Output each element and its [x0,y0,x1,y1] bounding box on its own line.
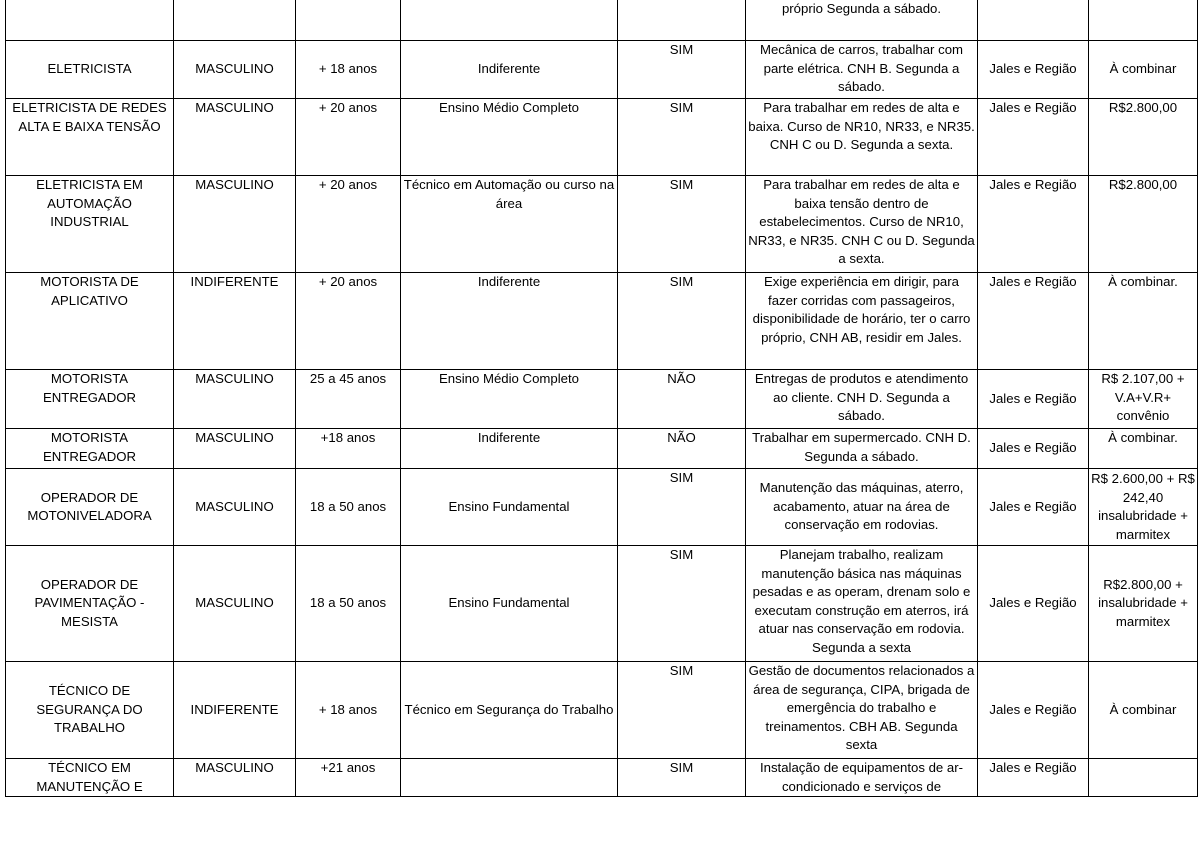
salary-cell: R$2.800,00 [1089,99,1198,176]
experience-cell: SIM [618,469,746,546]
salary-cell: R$2.800,00 + insalubridade + marmitex [1089,546,1198,662]
gender-cell: MASCULINO [174,429,296,469]
age-cell: +21 anos [296,759,401,797]
description-cell: Instalação de equipamentos de ar-condicionado e serviços de [746,759,978,797]
salary-cell [1089,759,1198,797]
experience-cell: NÃO [618,370,746,429]
job-title-cell: MOTORISTA ENTREGADOR [6,429,174,469]
job-title-cell: TÉCNICO DE SEGURANÇA DO TRABALHO [6,662,174,759]
education-cell: Técnico em Automação ou curso na área [401,176,618,273]
experience-cell: SIM [618,99,746,176]
description-cell: Para trabalhar em redes de alta e baixa. Curso de NR10, NR33, e NR35. CNH C ou D. Segunda a sexta. [746,99,978,176]
experience-cell: SIM [618,546,746,662]
location-cell: Jales e Região [978,759,1089,797]
salary-cell: À combinar [1089,662,1198,759]
job-title-cell: ELETRICISTA [6,41,174,99]
job-title-cell: MOTORISTA DE APLICATIVO [6,273,174,370]
job-title-cell: ELETRICISTA DE REDES ALTA E BAIXA TENSÃO [6,99,174,176]
gender-cell: MASCULINO [174,370,296,429]
table-row [6,429,1198,469]
location-cell: Jales e Região [978,546,1089,662]
description-cell: Manutenção das máquinas, aterro, acabamento, atuar na área de conservação em rodovias. [746,469,978,546]
education-cell: Técnico em Segurança do Trabalho [401,662,618,759]
description-cell: Para trabalhar em redes de alta e baixa tensão dentro de estabelecimentos. Curso de NR10, NR33, e NR35. CNH C ou D. Segunda a sexta. [746,176,978,273]
age-cell: 18 a 50 anos [296,546,401,662]
salary-cell: À combinar. [1089,273,1198,370]
job-title-cell: ELETRICISTA EM AUTOMAÇÃO INDUSTRIAL [6,176,174,273]
salary-cell [1089,0,1198,41]
table-row [6,546,1198,662]
location-cell: Jales e Região [978,99,1089,176]
location-cell: Jales e Região [978,176,1089,273]
job-openings-table [5,0,1198,797]
location-cell: Jales e Região [978,662,1089,759]
education-cell [401,0,618,41]
education-cell: Indiferente [401,429,618,469]
salary-cell: À combinar. [1089,429,1198,469]
experience-cell: SIM [618,759,746,797]
table-row [6,99,1198,176]
table-row [6,662,1198,759]
description-cell: Exige experiência em dirigir, para fazer corridas com passageiros, disponibilidade de horário, ter o carro próprio, CNH AB, residir em Jales. [746,273,978,370]
table-row [6,176,1198,273]
gender-cell: INDIFERENTE [174,273,296,370]
location-cell: Jales e Região [978,429,1089,469]
education-cell: Indiferente [401,41,618,99]
age-cell: + 18 anos [296,41,401,99]
education-cell: Ensino Médio Completo [401,370,618,429]
experience-cell: SIM [618,273,746,370]
age-cell: 18 a 50 anos [296,469,401,546]
salary-cell: R$ 2.600,00 + R$ 242,40 insalubridade + marmitex [1089,469,1198,546]
age-cell: + 18 anos [296,662,401,759]
table-row [6,469,1198,546]
gender-cell: MASCULINO [174,546,296,662]
table-row [6,41,1198,99]
experience-cell: SIM [618,176,746,273]
experience-cell: SIM [618,41,746,99]
gender-cell: MASCULINO [174,759,296,797]
age-cell: 25 a 45 anos [296,370,401,429]
description-cell: próprio Segunda a sábado. [746,0,978,41]
description-cell: Trabalhar em supermercado. CNH D. Segunda a sábado. [746,429,978,469]
job-title-cell: MOTORISTA ENTREGADOR [6,370,174,429]
age-cell: + 20 anos [296,99,401,176]
gender-cell: MASCULINO [174,176,296,273]
location-cell [978,0,1089,41]
experience-cell: SIM [618,662,746,759]
location-cell: Jales e Região [978,41,1089,99]
job-title-cell: TÉCNICO EM MANUTENÇÃO E [6,759,174,797]
experience-cell: NÃO [618,429,746,469]
description-cell: Planejam trabalho, realizam manutenção básica nas máquinas pesadas e as operam, drenam solo e executam construção em aterros, irá atuar nas conservação em rodovia. Segunda a sexta [746,546,978,662]
gender-cell: MASCULINO [174,99,296,176]
gender-cell [174,0,296,41]
education-cell: Ensino Médio Completo [401,99,618,176]
job-title-cell: OPERADOR DE MOTONIVELADORA [6,469,174,546]
salary-cell: R$2.800,00 [1089,176,1198,273]
education-cell [401,759,618,797]
table-row [6,370,1198,429]
location-cell: Jales e Região [978,370,1089,429]
salary-cell: R$ 2.107,00 + V.A+V.R+ convênio [1089,370,1198,429]
description-cell: Mecânica de carros, trabalhar com parte elétrica. CNH B. Segunda a sábado. [746,41,978,99]
gender-cell: MASCULINO [174,469,296,546]
salary-cell: À combinar [1089,41,1198,99]
table-row [6,759,1198,797]
age-cell [296,0,401,41]
gender-cell: INDIFERENTE [174,662,296,759]
education-cell: Ensino Fundamental [401,469,618,546]
education-cell: Indiferente [401,273,618,370]
age-cell: +18 anos [296,429,401,469]
job-title-cell: OPERADOR DE PAVIMENTAÇÃO - MESISTA [6,546,174,662]
location-cell: Jales e Região [978,469,1089,546]
table-row [6,273,1198,370]
education-cell: Ensino Fundamental [401,546,618,662]
experience-cell [618,0,746,41]
gender-cell: MASCULINO [174,41,296,99]
description-cell: Gestão de documentos relacionados a área de segurança, CIPA, brigada de emergência do trabalho e treinamentos. CBH AB. Segunda sexta [746,662,978,759]
table-row [6,0,1198,41]
age-cell: + 20 anos [296,176,401,273]
description-cell: Entregas de produtos e atendimento ao cliente. CNH D. Segunda a sábado. [746,370,978,429]
location-cell: Jales e Região [978,273,1089,370]
age-cell: + 20 anos [296,273,401,370]
job-title-cell [6,0,174,41]
